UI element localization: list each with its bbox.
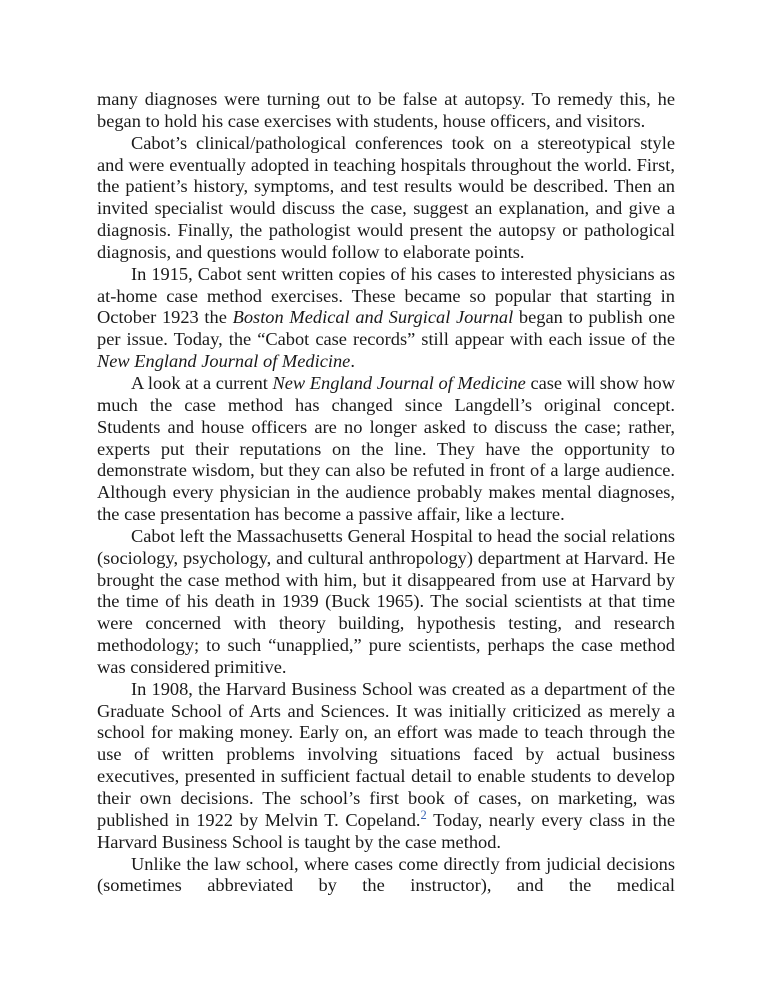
paragraph-text: .: [350, 351, 355, 372]
paragraph-continued: many diagnoses were turning out to be false at autopsy. To remedy this, he began to hold his case exercises with students, house officers, and visitors.: [97, 89, 675, 131]
journal-title-italic: New England Journal of Medicine: [97, 351, 351, 372]
journal-title-italic: Boston Medical and Surgical Journal: [232, 307, 514, 328]
paragraph-cabot-conferences: Cabot’s clinical/pathological conferences took on a stereotypical style and were eventually adopted in teaching hospitals throughout the world. First, the patient’s history, symptoms, and test results would be described. Then an invited specialist would discuss the case, suggest an explanation, and give a diagnosis. Finally, the pathologist would present the autopsy or pathological diagnosis, and questions would follow to elaborate points.: [97, 132, 675, 262]
paragraph-text: case will show how much the case method has changed since Langdell’s original concept. Students and house officers are no longer asked to discuss the case; rather, experts put their reputations on the line. They have the opportunity to demonstrate wisdom, but they can also be refuted in front of a large audience. Although every physician in the audience probably makes mental diagnoses, the case presentation has become a passive affair, like a lecture.: [97, 372, 675, 525]
paragraph-current-nejm-case: [97, 373, 675, 526]
paragraph-cabot-harvard: Cabot left the Massachusetts General Hospital to head the social relations (sociology, psychology, and cultural anthropology) department at Harvard. He brought the case method with him, but it disappeared from use at Harvard by the time of his death in 1939 (Buck 1965). The social scientists at that time were concerned with theory building, hypothesis testing, and research methodology; to such “unapplied,” pure scientists, perhaps the case method was considered primitive.: [97, 525, 675, 677]
paragraph-cabot-written-cases: [97, 264, 675, 373]
paragraph-law-school-comparison: Unlike the law school, where cases come directly from judicial decisions (sometimes abbreviated by the instructor), and the medical: [97, 853, 675, 896]
document-page: [97, 89, 675, 897]
paragraph-text: In 1915, Cabot sent written copies of his cases to interested physicians as at-home case method exercises. These became so popular that starting in October 1923 the: [97, 263, 675, 328]
paragraph-text: In 1908, the Harvard Business School was created as a department of the Graduate School of Arts and Sciences. It was initially criticized as merely a school for making money. Early on, an effort was made to teach through the use of written problems involving situations faced by actual business executives, presented in sufficient factual detail to enable students to develop their own decisions. The school’s first book of cases, on marketing, was published in 1922 by Melvin T. Copeland.: [97, 678, 675, 830]
footnote-marker[interactable]: 2: [420, 807, 427, 822]
journal-title-italic: New England Journal of Medicine: [272, 372, 526, 393]
paragraph-harvard-business-school: [97, 679, 675, 854]
paragraph-text: began to publish one per issue. Today, the “Cabot case records” still appear with each issue of the: [97, 307, 675, 350]
paragraph-text: A look at a current: [131, 372, 273, 393]
paragraph-text: Today, nearly every class in the Harvard Business School is taught by the case method.: [97, 809, 675, 852]
